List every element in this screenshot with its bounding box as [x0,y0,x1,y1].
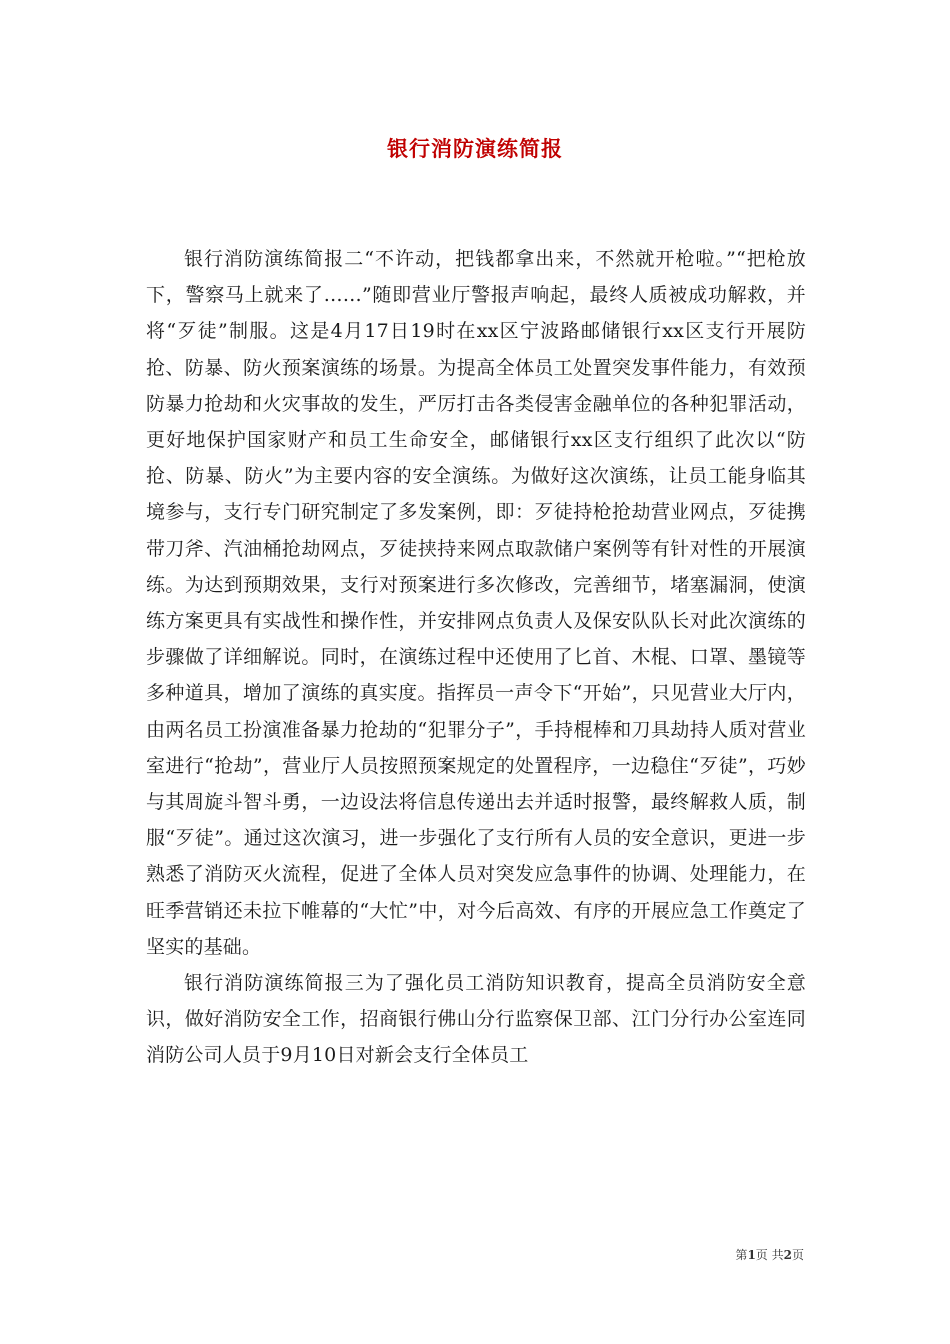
document-body [146,241,806,1074]
document-title: 银行消防演练简报 [387,136,563,161]
footer-middle: 页 共 [755,1248,784,1262]
total-page-number: 2 [783,1248,792,1262]
current-page-number: 1 [747,1248,756,1262]
footer-suffix: 页 [791,1248,804,1262]
footer-prefix: 第 [735,1248,748,1262]
paragraph-2: 银行消防演练简报三为了强化员工消防知识教育，提高全员消防安全意识，做好消防安全工作，招商银行佛山分行监察保卫部、江门分行办公室连同消防公司人员于9月10日对新会支行全体员工 [146,972,806,1067]
page-footer [735,1247,804,1263]
paragraph-1: 银行消防演练简报二“不许动，把钱都拿出来，不然就开枪啦。”“把枪放下，警察马上就来了……”随即营业厅警报声响起，最终人质被成功解救，并将“歹徒”制服。这是4月17日19时在xx区宁波路邮储银行xx区支行开展防抢、防暴、防火预案演练的场景。为提高全体员工处置突发事件能力，有效预防暴力抢劫和火灾事故的发生，严厉打击各类侵害金融单位的各种犯罪活动，更好地保护国家财产和员工生命安全，邮储银行xx区支行组织了此次以“防抢、防暴、防火”为主要内容的安全演练。为做好这次演练，让员工能身临其境参与，支行专门研究制定了多发案例，即：歹徒持枪抢劫营业网点，歹徒携带刀斧、汽油桶抢劫网点，歹徒挟持来网点取款储户案例等有针对性的开展演练。为达到预期效果，支行对预案进行多次修改，完善细节，堵塞漏洞，使演练方案更具有实战性和操作性，并安排网点负责人及保安队队长对此次演练的步骤做了详细解说。同时，在演练过程中还使用了匕首、木棍、口罩、墨镜等多种道具，增加了演练的真实度。指挥员一声令下“开始”，只见营业大厅内，由两名员工扮演准备暴力抢劫的“犯罪分子”，手持棍棒和刀具劫持人质对营业室进行“抢劫”，营业厅人员按照预案规定的处置程序，一边稳住“歹徒”，巧妙与其周旋斗智斗勇，一边设法将信息传递出去并适时报警，最终解救人质，制服“歹徒”。通过这次演习，进一步强化了支行所有人员的安全意识，更进一步熟悉了消防灭火流程，促进了全体人员对突发应急事件的协调、处理能力，在旺季营销还未拉下帷幕的“大忙”中，对今后高效、有序的开展应急工作奠定了坚实的基础。 [146,248,806,958]
